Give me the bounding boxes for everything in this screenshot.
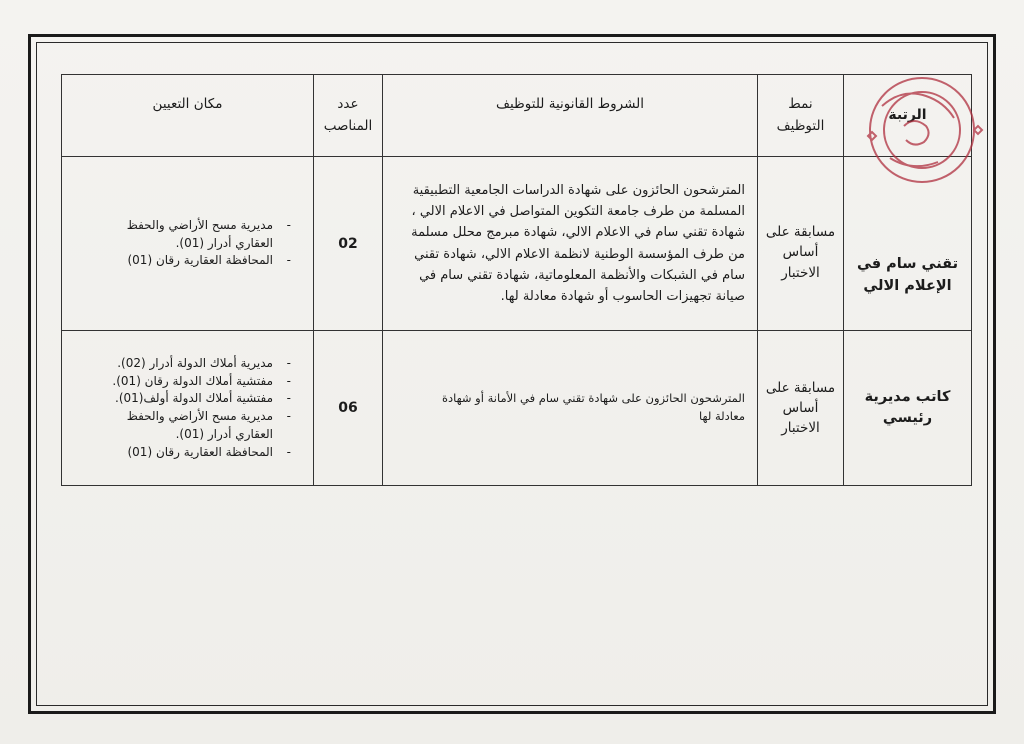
table-header-row [62, 75, 972, 157]
row1-conditions-text: المترشحون الحائزون على شهادة الدراسات الجامعية التطبيقية المسلمة من طرف جامعة التكوين المتواصل في الاعلام الالي ، شهادة تقني سام في الاعلام الالي، شهادة مبرمج محلل مسلمة من طرف المؤسسة الوطنية لانظمة الاعلام الالي، شهادة تقني سام في الشبكات والأنظمة المعلوماتية، شهادة تقني سام في صيانة تجهيزات الحاسوب أو شهادة معادلة لها. [411, 183, 745, 304]
row2-count-value: 06 [338, 400, 358, 416]
list-item: - المحافظة العقارية رقان (01) [127, 444, 291, 459]
row1-count-value: 02 [338, 235, 358, 252]
row1-place [62, 157, 314, 331]
row1-count [314, 157, 383, 331]
row2-conditions [383, 331, 758, 486]
header-conditions [383, 75, 758, 157]
row1-conditions [383, 157, 758, 331]
row1-place-list [62, 217, 313, 270]
header-rank-label: الرتبة [888, 107, 927, 124]
row2-mode [758, 331, 844, 486]
row2-count [314, 331, 383, 486]
row2-rank-line2: رئيسي [882, 410, 933, 426]
header-count-line2: المناصب [323, 117, 373, 134]
row1-mode [758, 157, 844, 331]
row1-rank-line2: الإعلام الالي [863, 277, 952, 294]
place-text: مديرية مسح الأراضي والحفظ العقاري أدرار (01). [126, 409, 273, 441]
recruitment-table [61, 74, 972, 486]
row2-mode-line2: أساس [782, 399, 819, 416]
header-count [314, 75, 383, 157]
header-rank [844, 75, 972, 157]
row2-rank-line1: كاتب مديرية [864, 388, 951, 405]
place-text: المحافظة العقارية رقان (01) [127, 444, 273, 459]
header-conditions-label: الشروط القانونية للتوظيف [496, 95, 644, 112]
header-count-line1: عدد [337, 95, 359, 112]
list-item: - مديرية مسح الأراضي والحفظ العقاري أدرار (01). [126, 409, 291, 441]
list-item: - المحافظة العقارية رقان (01) [127, 253, 291, 268]
header-mode-line1: نمط [788, 95, 813, 112]
place-text: مفتشية أملاك الدولة رقان (01). [112, 373, 273, 388]
place-text: المحافظة العقارية رقان (01) [127, 253, 273, 268]
place-text: مفتشية أملاك الدولة أولف(01). [115, 391, 273, 406]
row2-place [62, 331, 314, 486]
row2-place-list [62, 355, 313, 462]
list-item: - مديرية مسح الأراضي والحفظ العقاري أدرار (01). [126, 217, 291, 250]
row1-rank [844, 157, 972, 331]
row1-rank-line1: تقني سام في [856, 256, 959, 273]
row1-rank-text [844, 190, 971, 296]
row2-rank-text [844, 387, 971, 429]
place-text: مديرية أملاك الدولة أدرار (02). [117, 355, 273, 370]
list-item: - مديرية أملاك الدولة أدرار (02). [117, 355, 291, 370]
table-row [62, 157, 972, 331]
row2-mode-line3: الاختبار [781, 420, 820, 437]
row1-mode-text [758, 204, 843, 283]
header-mode [758, 75, 844, 157]
row1-mode-line1: مسابقة على [765, 224, 836, 241]
header-mode-label [758, 94, 843, 137]
row2-mode-text [758, 378, 843, 439]
list-item: - مفتشية أملاك الدولة أولف(01). [115, 391, 291, 406]
row1-mode-line2: أساس [782, 244, 819, 261]
table-row [62, 331, 972, 486]
header-place-label: مكان التعيين [152, 95, 223, 112]
place-text: مديرية مسح الأراضي والحفظ العقاري أدرار (01). [126, 217, 273, 250]
row1-mode-line3: الاختبار [781, 264, 820, 281]
list-item: - مفتشية أملاك الدولة رقان (01). [112, 373, 291, 388]
row2-rank [844, 331, 972, 486]
row2-mode-line1: مسابقة على [765, 379, 836, 396]
header-place [62, 75, 314, 157]
row2-conditions-text: المترشحون الحائزون على شهادة تقني سام في الأمانة أو شهادة معادلة لها [441, 391, 745, 423]
header-mode-line2: التوظيف [776, 117, 825, 134]
header-count-label [314, 94, 382, 137]
